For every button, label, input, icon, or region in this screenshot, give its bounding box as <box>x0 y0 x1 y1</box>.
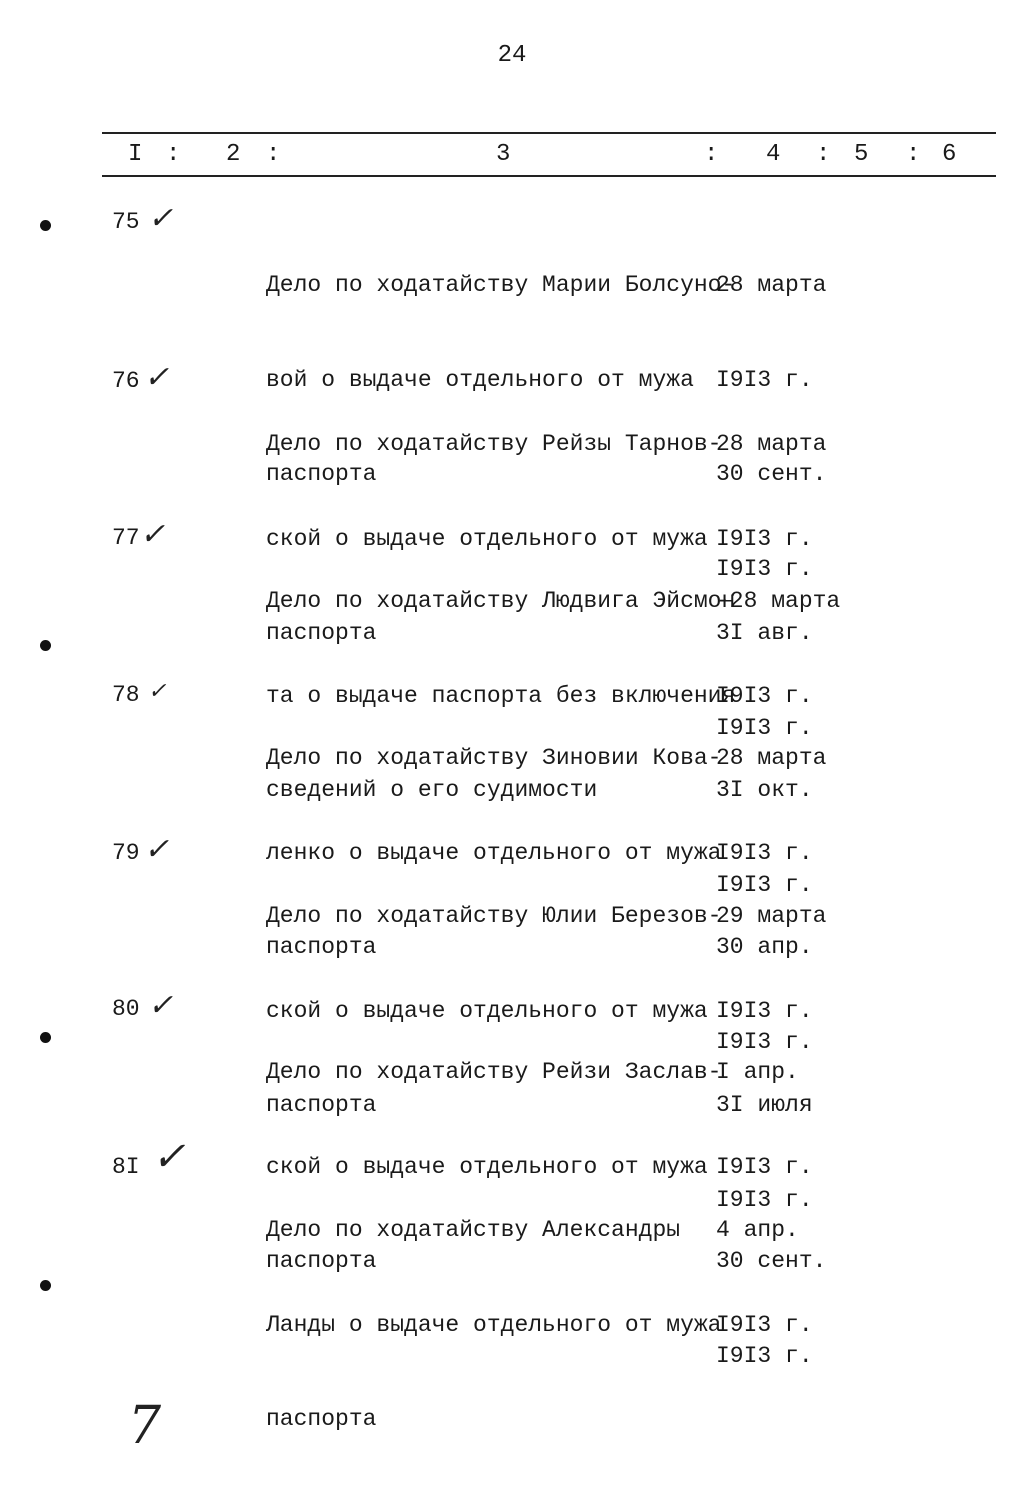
entry-description <box>266 1152 721 1499</box>
description-line: паспорта <box>266 461 377 487</box>
date-line: I9I3 г. <box>716 1342 813 1369</box>
date-line: 3I июля <box>716 1092 813 1118</box>
header-top-rule <box>102 132 996 134</box>
description-line: паспорта <box>266 1406 377 1432</box>
page-number: 24 <box>497 42 527 69</box>
date-line: 28 марта <box>716 431 827 457</box>
entry-dates <box>716 1152 813 1404</box>
date-line: 3I окт. <box>716 777 813 803</box>
description-line: Дело по ходатайству Александры <box>266 1217 681 1243</box>
description-line: паспорта <box>266 1092 377 1118</box>
date-line: -28 марта <box>716 588 841 614</box>
date-line: 30 апр. <box>716 934 813 960</box>
date-line: 28 марта <box>716 272 827 298</box>
description-line: Дело по ходатайству Людвига Эйсмон <box>266 588 736 614</box>
column-header-4: 4 <box>766 141 781 168</box>
date-line: I9I3 г. <box>716 525 813 552</box>
date-line: I9I3 г. <box>716 682 813 709</box>
punch-hole <box>40 1032 51 1043</box>
description-line: Дело по ходатайству Зиновии Кова- <box>266 745 722 771</box>
date-line: I9I3 г. <box>716 997 813 1024</box>
description-line: ленко о выдаче отдельного от мужа <box>266 839 722 866</box>
date-line: I9I3 г. <box>716 871 813 898</box>
punch-hole <box>40 220 51 231</box>
description-line: та о выдаче паспорта без включения <box>266 682 736 709</box>
date-line: I9I3 г. <box>716 714 813 741</box>
description-line: вой о выдаче отдельного от мужа <box>266 366 694 393</box>
description-line: Дело по ходатайству Рейзы Тарнов- <box>266 431 722 457</box>
date-line: I9I3 г. <box>716 555 813 582</box>
punch-hole <box>40 1280 51 1291</box>
date-line: I9I3 г. <box>716 1186 813 1213</box>
list-item-81 <box>0 1134 1024 1432</box>
date-line: I9I3 г. <box>716 1153 813 1180</box>
checkmark-icon: ✓ <box>148 988 174 1023</box>
column-separator: : <box>906 141 921 168</box>
column-separator: : <box>166 141 181 168</box>
handwritten-sheet-number: 7 <box>128 1396 162 1456</box>
punch-hole <box>40 640 51 651</box>
checkmark-icon: ✓ <box>140 517 166 552</box>
description-line: Ланды о выдаче отдельного от мужа <box>266 1311 722 1338</box>
date-line: 4 апр. <box>716 1217 799 1243</box>
entry-number: 77 <box>112 525 140 551</box>
column-header-5: 5 <box>854 141 869 168</box>
entry-number: 8I <box>112 1154 140 1180</box>
entry-number: 78 <box>112 682 140 708</box>
description-line: ской о выдаче отдельного от мужа <box>266 525 708 552</box>
checkmark-icon: ✓ <box>148 679 167 704</box>
date-line: 28 марта <box>716 745 827 771</box>
entry-number: 75 <box>112 209 140 235</box>
entry-number: 76 <box>112 368 140 394</box>
entry-number: 79 <box>112 840 140 866</box>
entry-number: 80 <box>112 996 140 1022</box>
date-line: 29 марта <box>716 903 827 929</box>
date-line: I9I3 г. <box>716 839 813 866</box>
date-line: I9I3 г. <box>716 1311 813 1338</box>
column-header-1: I <box>128 141 143 168</box>
column-header-3: 3 <box>496 141 511 168</box>
description-line: Дело по ходатайству Юлии Березов- <box>266 903 722 929</box>
description-line: паспорта <box>266 620 377 646</box>
checkmark-icon: ✓ <box>144 360 170 395</box>
date-line: 3I авг. <box>716 620 813 646</box>
column-header-6: 6 <box>942 141 957 168</box>
description-line: Дело по ходатайству Рейзи Заслав- <box>266 1059 722 1085</box>
column-separator: : <box>704 141 719 168</box>
description-line: паспорта <box>266 934 377 960</box>
description-line: ской о выдаче отдельного от мужа <box>266 997 708 1024</box>
date-line: 30 сент. <box>716 461 827 487</box>
checkmark-icon: ✓ <box>152 1134 186 1180</box>
checkmark-icon: ✓ <box>148 201 174 236</box>
date-line: I9I3 г. <box>716 366 813 393</box>
column-header-2: 2 <box>226 141 241 168</box>
description-line: ской о выдаче отдельного от мужа <box>266 1153 708 1180</box>
column-separator: : <box>816 141 831 168</box>
checkmark-icon: ✓ <box>144 832 170 867</box>
description-line: Дело по ходатайству Марии Болсуно- <box>266 272 736 298</box>
description-line: паспорта <box>266 1248 377 1274</box>
header-bottom-rule <box>102 175 996 177</box>
date-line: I апр. <box>716 1059 799 1085</box>
description-line: сведений о его судимости <box>266 777 598 803</box>
column-separator: : <box>266 141 281 168</box>
date-line: I9I3 г. <box>716 1028 813 1055</box>
date-line: 30 сент. <box>716 1248 827 1274</box>
